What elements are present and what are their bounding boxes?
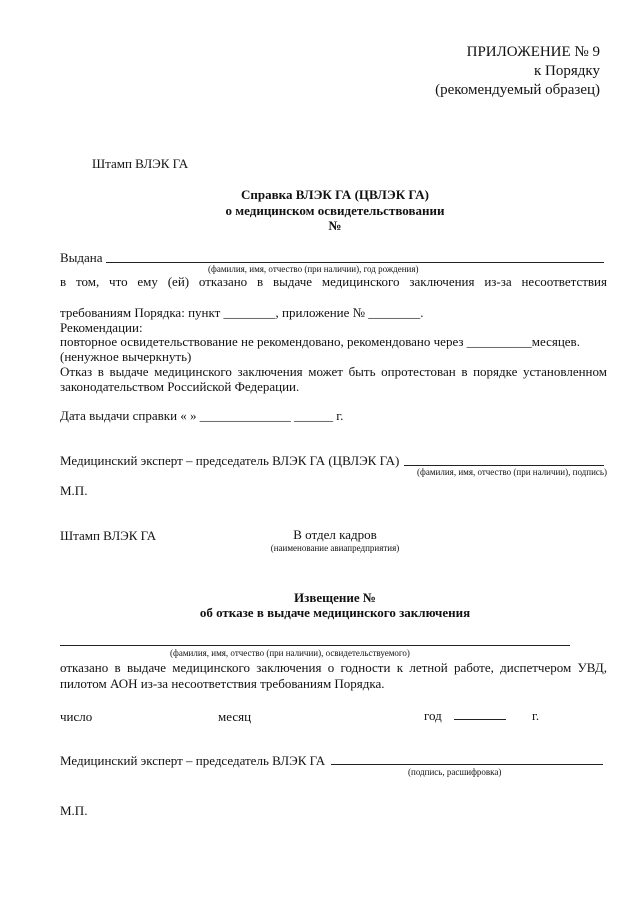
notice-expert-label: Медицинский эксперт – председатель ВЛЭК ГА [60,753,326,768]
hr-hint: (наименование авиапредприятия) [270,543,400,553]
notice-person-hint: (фамилия, имя, отчество (при наличии), освидетельствуемого) [170,648,410,658]
cert-title: Справка ВЛЭК ГА (ЦВЛЭК ГА) [241,187,429,202]
day-label: число [60,709,93,724]
appendix-note: (рекомендуемый образец) [435,82,600,98]
cert-number: № [328,218,342,233]
appeal-line-1: Отказ в выдаче медицинского заключения может быть опротестован в порядке установленном [60,364,607,379]
notice-expert-line [331,764,603,765]
issue-date-line: Дата выдачи справки « » ______________ ______ г. [60,408,344,423]
requirements-line: требованиям Порядка: пункт ________, приложение № ________. [60,305,424,320]
notice-title: Извещение № [294,590,376,605]
appeal-line-2: законодательством Российской Федерации. [60,379,300,394]
cert-expert-hint: (фамилия, имя, отчество (при наличии), подпись) [417,467,607,477]
year-field-line [454,719,506,720]
strike-note: (ненужное вычеркнуть) [60,349,192,364]
notice-body-2: пилотом АОН из-за несоответствия требованиям Порядка. [60,676,385,691]
stamp-label: Штамп ВЛЭК ГА [92,156,189,171]
cert-stamp-place: М.П. [60,483,88,498]
notice-person-line [60,645,570,646]
cert-expert-label: Медицинский эксперт – председатель ВЛЭК ГА (ЦВЛЭК ГА) [60,453,400,468]
notice-stamp-place: М.П. [60,803,88,818]
year-suffix: г. [532,708,540,723]
month-label: месяц [218,709,252,724]
issued-field-line [106,262,604,263]
notice-expert-hint: (подпись, расшифровка) [408,767,502,777]
reexam-line: повторное освидетельствование не рекомендовано, рекомендовано через __________месяцев. [60,334,580,349]
cert-subtitle: о медицинском освидетельствовании [225,203,445,218]
hr-department: В отдел кадров [293,527,377,542]
appendix-ref: к Порядку [534,63,600,79]
cert-expert-line [404,465,604,466]
refused-line: в том, что ему (ей) отказано в выдаче медицинского заключения из-за несоответствия [60,274,607,289]
issued-hint: (фамилия, имя, отчество (при наличии), год рождения) [208,264,419,274]
notice-body-1: отказано в выдаче медицинского заключения о годности к летной работе, диспетчером УВД, [60,660,607,675]
year-label: год [424,708,442,723]
notice-stamp-label: Штамп ВЛЭК ГА [60,528,157,543]
appendix-number: ПРИЛОЖЕНИЕ № 9 [466,44,600,60]
recommendations-label: Рекомендации: [60,320,143,335]
issued-label: Выдана [60,250,103,265]
notice-subtitle: об отказе в выдаче медицинского заключения [199,605,471,620]
